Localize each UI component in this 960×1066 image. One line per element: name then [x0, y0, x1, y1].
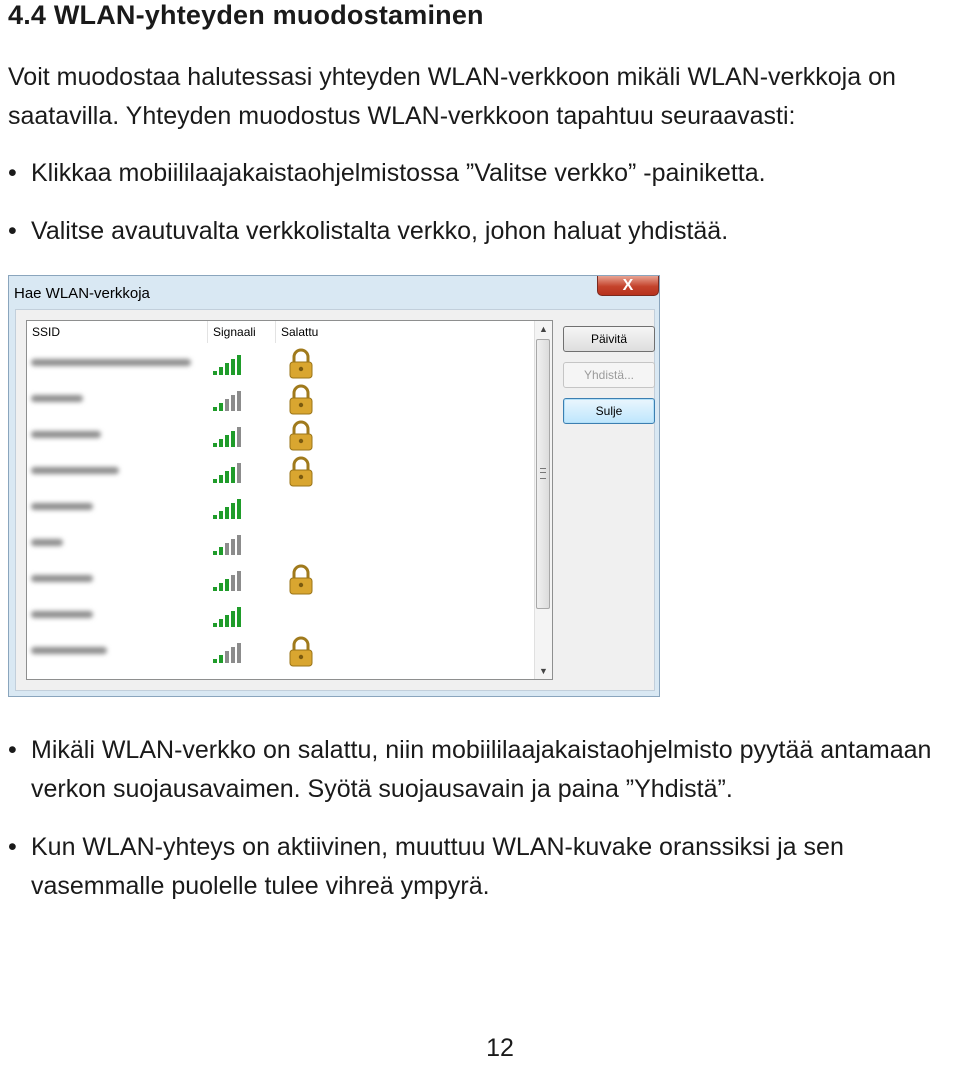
signal-bar	[213, 479, 217, 483]
signal-bar	[225, 435, 229, 447]
signal-strength-icon	[213, 643, 247, 663]
ssid-blurred	[31, 647, 107, 654]
close-button[interactable]: Sulje	[563, 398, 655, 424]
signal-strength-icon	[213, 499, 247, 519]
network-row[interactable]	[27, 527, 535, 561]
signal-bar	[213, 587, 217, 591]
signal-bar	[213, 551, 217, 555]
ssid-blurred	[31, 359, 191, 366]
signal-bar	[237, 571, 241, 591]
signal-bar	[231, 647, 235, 663]
signal-bar	[219, 619, 223, 627]
signal-bar	[237, 355, 241, 375]
network-row[interactable]	[27, 419, 535, 453]
signal-bar	[219, 403, 223, 411]
signal-bar	[237, 391, 241, 411]
dialog-body	[15, 309, 655, 691]
bullet-text: Mikäli WLAN-verkko on salattu, niin mobiililaajakaistaohjelmisto pyytää antamaan verkon suojausavaimen. Syötä suojausavain ja paina ”Yhdistä”.	[31, 736, 932, 803]
signal-bar	[231, 503, 235, 519]
signal-bar	[219, 511, 223, 519]
bullet-dot: •	[8, 736, 17, 764]
signal-bar	[213, 407, 217, 411]
signal-strength-icon	[213, 571, 247, 591]
signal-bar	[213, 659, 217, 663]
signal-strength-icon	[213, 535, 247, 555]
signal-bar	[231, 539, 235, 555]
wlan-search-dialog	[8, 275, 660, 697]
refresh-button[interactable]: Päivitä	[563, 326, 655, 352]
lock-icon	[287, 348, 315, 380]
lock-icon	[287, 636, 315, 668]
scroll-thumb[interactable]	[536, 339, 550, 609]
network-row[interactable]	[27, 563, 535, 597]
connect-button[interactable]: Yhdistä...	[563, 362, 655, 388]
signal-bar	[231, 359, 235, 375]
bullet-text: Valitse avautuvalta verkkolistalta verkko, johon haluat yhdistää.	[31, 217, 729, 245]
signal-bar	[225, 471, 229, 483]
signal-strength-icon	[213, 427, 247, 447]
lock-icon	[287, 384, 315, 416]
network-row[interactable]	[27, 635, 535, 669]
signal-bar	[237, 427, 241, 447]
signal-bar	[237, 463, 241, 483]
signal-bar	[225, 507, 229, 519]
ssid-blurred	[31, 539, 63, 546]
signal-bar	[219, 439, 223, 447]
signal-bar	[225, 399, 229, 411]
bullet-dot: •	[8, 217, 17, 245]
lock-icon	[287, 456, 315, 488]
bullet-text: Kun WLAN-yhteys on aktiivinen, muuttuu WLAN-kuvake oranssiksi ja sen vasemmalle puolelle tulee vihreä ympyrä.	[31, 833, 844, 900]
ssid-blurred	[31, 503, 93, 510]
bullet-item	[8, 154, 953, 193]
signal-bar	[231, 611, 235, 627]
signal-bar	[237, 499, 241, 519]
vertical-scrollbar[interactable]	[534, 321, 552, 679]
signal-strength-icon	[213, 607, 247, 627]
signal-bar	[213, 443, 217, 447]
page-number: 12	[486, 1034, 514, 1062]
intro-paragraph: Voit muodostaa halutessasi yhteyden WLAN-verkkoon mikäli WLAN-verkkoja on saatavilla. Yhteyden muodostus WLAN-verkkoon tapahtuu seuraavasti:	[8, 63, 896, 130]
signal-bar	[231, 395, 235, 411]
signal-bar	[237, 535, 241, 555]
bullet-item	[8, 828, 953, 906]
lock-icon	[287, 564, 315, 596]
ssid-blurred	[31, 467, 119, 474]
ssid-blurred	[31, 395, 83, 402]
signal-bar	[225, 579, 229, 591]
network-row[interactable]	[27, 491, 535, 525]
signal-bar	[225, 543, 229, 555]
signal-bar	[225, 615, 229, 627]
signal-bar	[219, 547, 223, 555]
dialog-title: Hae WLAN-verkkoja	[14, 285, 150, 302]
ssid-blurred	[31, 575, 93, 582]
signal-bar	[231, 431, 235, 447]
signal-bar	[213, 371, 217, 375]
section-heading: 4.4 WLAN-yhteyden muodostaminen	[8, 0, 484, 30]
signal-bar	[219, 367, 223, 375]
dialog-close-button[interactable]: X	[597, 276, 659, 296]
column-header-signal[interactable]: Signaali	[207, 321, 275, 343]
network-row[interactable]	[27, 347, 535, 381]
scroll-down-arrow-icon[interactable]: ▼	[539, 666, 548, 676]
signal-bar	[225, 363, 229, 375]
ssid-blurred	[31, 431, 101, 438]
network-list[interactable]	[26, 320, 553, 680]
signal-bar	[213, 623, 217, 627]
network-row[interactable]	[27, 599, 535, 633]
signal-bar	[219, 583, 223, 591]
signal-bar	[237, 607, 241, 627]
bullet-item	[8, 731, 953, 809]
signal-strength-icon	[213, 391, 247, 411]
lock-icon	[287, 420, 315, 452]
scroll-grip-icon	[540, 468, 546, 479]
ssid-blurred	[31, 611, 93, 618]
signal-bar	[225, 651, 229, 663]
column-header-ssid[interactable]: SSID	[32, 325, 61, 339]
bullet-item	[8, 212, 953, 251]
scroll-up-arrow-icon[interactable]: ▲	[539, 324, 548, 334]
signal-strength-icon	[213, 463, 247, 483]
signal-bar	[231, 575, 235, 591]
bullet-text: Klikkaa mobiililaajakaistaohjelmistossa ”Valitse verkko” -painiketta.	[31, 159, 766, 187]
signal-bar	[237, 643, 241, 663]
signal-bar	[219, 475, 223, 483]
signal-bar	[231, 467, 235, 483]
column-header-encrypted[interactable]: Salattu	[275, 321, 355, 343]
bullet-dot: •	[8, 833, 17, 861]
signal-bar	[219, 655, 223, 663]
network-row[interactable]	[27, 455, 535, 489]
signal-bar	[213, 515, 217, 519]
bullet-dot: •	[8, 159, 17, 187]
network-row[interactable]	[27, 383, 535, 417]
signal-strength-icon	[213, 355, 247, 375]
